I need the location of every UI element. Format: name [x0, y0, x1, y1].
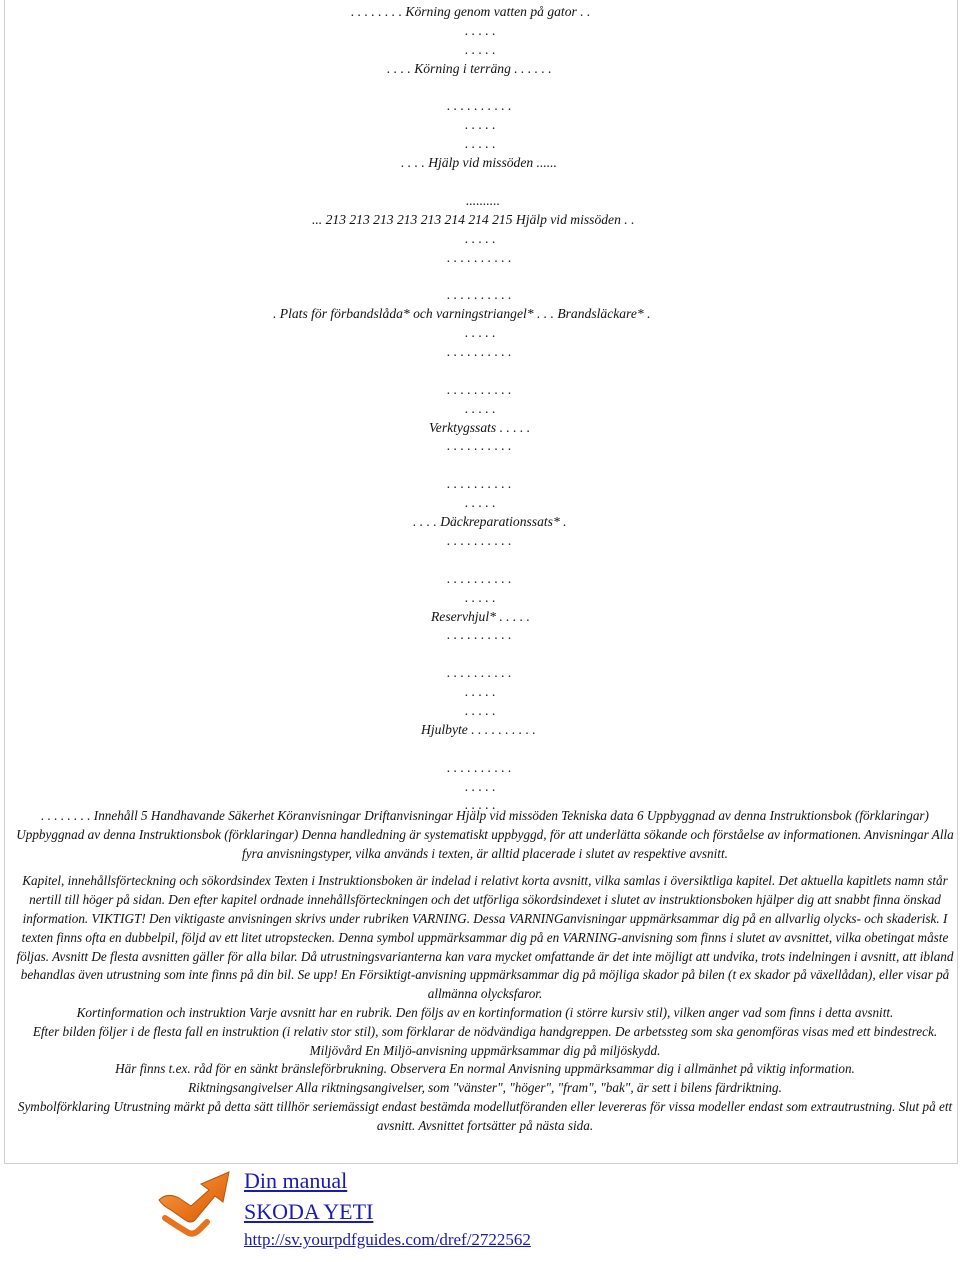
toc-line [5, 608, 959, 627]
toc-line [5, 721, 959, 740]
toc-line [5, 79, 959, 98]
toc-line [5, 664, 959, 683]
toc-line [5, 267, 959, 286]
toc-line [5, 683, 959, 702]
toc-line [5, 570, 959, 589]
toc-line [5, 41, 959, 60]
product-link[interactable]: SKODA YETI [244, 1199, 374, 1224]
toc-entry: . . . . . [465, 589, 496, 605]
toc-entry: . . . . . [465, 117, 496, 133]
toc-line [5, 740, 959, 759]
toc-line [5, 494, 959, 513]
toc-line [5, 589, 959, 608]
toc-entry: . Plats för förbandslåda* och varningstriangel* . . . Brandsläckare* . [273, 306, 651, 322]
toc-entry: . . . . . . . . . . [447, 665, 512, 681]
paragraph-contents-intro: . . . . . . . . Innehåll 5 Handhavande Säkerhet Köranvisningar Driftanvisningar Hjälp vid missöden Tekniska data 6 Uppbyggnad av denna Instruktionsbok (förklaringar) Uppbyggnad av denna Instruktionsbok (förklaringar) Denna handledning är systematiskt uppbyggd, för att underlätta sökande och förståelse av informationen. Anvisningar Alla fyra anvisningstyper, vilka används i texten, är alltid placerade i slutet av respektive avsnitt. [16, 808, 954, 861]
toc-entry: Reservhjul* . . . . . [431, 608, 530, 624]
toc-line [5, 305, 959, 324]
toc-line [5, 192, 959, 211]
toc-entry: . . . . . . . . . . [447, 438, 512, 454]
toc-entry: . . . . . [465, 702, 496, 718]
toc-line [5, 400, 959, 419]
toc-line [5, 22, 959, 41]
toc-line [5, 324, 959, 343]
toc-entry: . . . . Körning i terräng . . . . . . [387, 60, 552, 76]
toc-line [5, 97, 959, 116]
toc-line [5, 532, 959, 551]
toc-entry: ... 213 213 213 213 213 214 214 215 Hjälp vid missöden . . [312, 211, 635, 227]
toc-entry: . . . . . . . . . . [447, 627, 512, 643]
toc-entry: Verktygssats . . . . . [429, 419, 531, 435]
paragraph-chapters: Kapitel, innehållsförteckning och sökordsindex Texten i Instruktionsboken är indelad i relativt korta avsnitt, vilka samlas i översiktliga kapitel. Det aktuella kapitlets namn står nertill till höger på sidan. Den efter kapitel ordnade innehållsförteckningen och det utförliga sökordsindexet i slutet av instruktionsboken hjälper dig att snabbt finna önskad information. VIKTIGT! Den viktigaste anvisningen skrivs under rubriken VARNING. Dessa VARNINGanvisningar uppmärksammar dig på en allvarlig olycks- och skaderisk. I texten finns ofta en dubbelpil, följd av ett litet utropstecken. Denna symbol uppmärksammar dig på en VARNING-anvisning som finns i slutet av avsnittet, vilka obetingat måste följas. Avsnitt De flesta avsnitten gäller för alla bilar. Då utrustningsvarianterna kan vara mycket omfattande är det inte möjligt att undvika, trots indelningen i avsnitt, att ibland behandlas även utrustning som inte finns på din bil. Se upp! En Försiktigt-anvisning uppmärksammar dig på möjliga skador på bilen (t ex skador på växellådan), eller visar på allmänna olycksfaror. [16, 873, 954, 1002]
toc-line [5, 419, 959, 438]
paragraph-symbols: Symbolförklaring Utrustning märkt på detta sätt tillhör seriemässigt endast bestämda modellutföranden eller levereras för vissa modeller endast som extrautrustning. Slut på ett avsnitt. Avsnittet fortsätter på nästa sida. [17, 1098, 953, 1133]
toc-line [5, 211, 959, 230]
toc-line [5, 437, 959, 456]
toc-entry: . . . . . . . . . . [447, 381, 512, 397]
paragraph-instructions: Efter bilden följer i de flesta fall en instruktion (i relativ stor stil), som förklarar de nödvändiga handgreppen. De arbetssteg som ska genomföras visas med ett bindestreck. Miljövård En Miljö-anvisning uppmärksammar dig på miljöskydd. [32, 1023, 938, 1058]
toc-line [5, 173, 959, 192]
toc-line [5, 759, 959, 778]
toc-line [5, 362, 959, 381]
toc-entry: . . . . . [465, 22, 496, 38]
toc-entry: . . . . . . . . . . [447, 532, 512, 548]
toc-entry: . . . . . . . . . . [447, 476, 512, 492]
toc-entry: . . . . . [465, 325, 496, 341]
toc-entry: Hjulbyte . . . . . . . . . . [421, 721, 536, 737]
toc-entry: . . . . . [465, 797, 496, 813]
toc-entry: . . . . . . . . . . [447, 344, 512, 360]
toc-entry: .......... [466, 192, 500, 208]
toc-line [5, 702, 959, 721]
toc-entry: . . . . . . . . Körning genom vatten på gator . . [351, 4, 591, 19]
toc-entry: . . . . . [465, 684, 496, 700]
toc-line [5, 343, 959, 362]
table-of-contents [5, 3, 959, 815]
paragraph-fuel-tips: Här finns t.ex. råd för en sänkt bränsleförbrukning. Observera En normal Anvisning uppmärksammar dig i allmänhet på viktig information. [115, 1061, 855, 1077]
toc-entry: . . . . . . . . . . [447, 249, 512, 265]
toc-line [5, 475, 959, 494]
toc-line [5, 778, 959, 797]
toc-line [5, 116, 959, 135]
toc-entry: . . . . . . . . . . [447, 287, 512, 303]
toc-line [5, 645, 959, 664]
toc-entry: . . . . . [465, 136, 496, 152]
paragraph-directions: Riktningsangivelser Alla riktningsangivelser, som "vänster", "höger", "fram", "bak", är sett i bilens färdriktning. [188, 1080, 782, 1096]
toc-line [5, 230, 959, 249]
toc-entry: . . . . Däckreparationssats* . [413, 514, 567, 530]
toc-entry: . . . . . [465, 230, 496, 246]
toc-entry: . . . . . . . . . . [447, 759, 512, 775]
toc-line [5, 551, 959, 570]
toc-line [5, 154, 959, 173]
toc-entry: . . . . . [465, 778, 496, 794]
paragraph-short-info: Kortinformation och instruktion Varje avsnitt har en rubrik. Den följs av en kortinformation (i större kursiv stil), vilken anger vad som finns i detta avsnitt. [76, 1004, 894, 1020]
toc-line [5, 513, 959, 532]
document-page [4, 0, 958, 1164]
manual-link[interactable]: Din manual [244, 1168, 348, 1193]
toc-line [5, 286, 959, 305]
toc-line [5, 381, 959, 400]
toc-line [5, 626, 959, 645]
toc-entry: . . . . . [465, 400, 496, 416]
url-link[interactable]: http://sv.yourpdfguides.com/dref/2722562 [244, 1230, 531, 1249]
toc-entry: . . . . . [465, 41, 496, 57]
toc-line [5, 249, 959, 268]
toc-entry: . . . . Hjälp vid missöden ...... [401, 155, 557, 171]
toc-entry: . . . . . . . . . . [447, 570, 512, 586]
toc-line [5, 3, 959, 22]
toc-line [5, 60, 959, 79]
footer [0, 1164, 960, 1262]
toc-line [5, 456, 959, 475]
body-text [9, 807, 960, 1136]
toc-entry: . . . . . [465, 495, 496, 511]
toc-entry: . . . . . . . . . . [447, 98, 512, 114]
arrow-logo-icon [157, 1168, 233, 1240]
toc-line [5, 135, 959, 154]
